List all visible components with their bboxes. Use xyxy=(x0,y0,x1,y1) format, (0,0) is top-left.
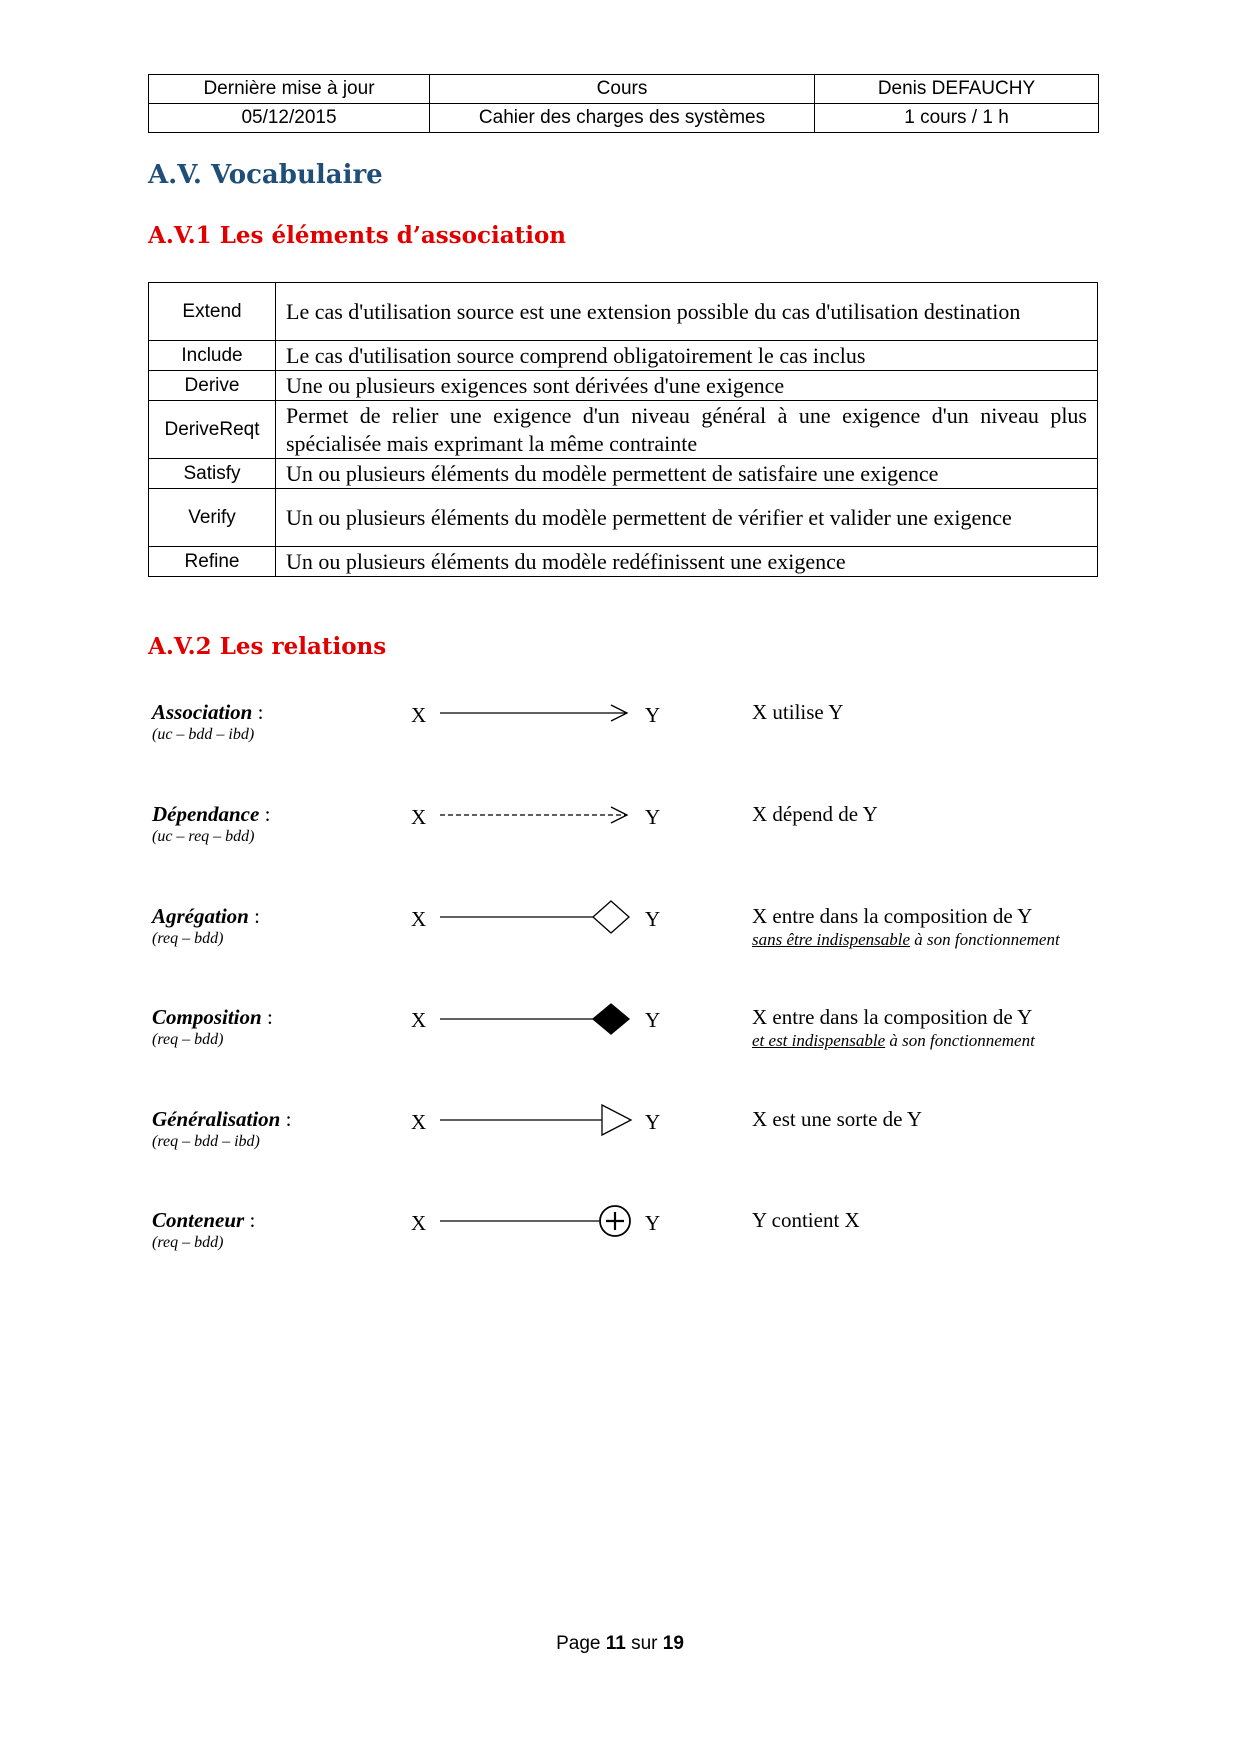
relation-diagrams: (req – bdd) xyxy=(152,1234,224,1251)
relation-target-label: Y xyxy=(645,703,661,727)
relation-note-emphasis: et est indispensable xyxy=(752,1031,886,1050)
association-key: Derive xyxy=(149,371,276,401)
relation-source-label: X xyxy=(411,1110,427,1134)
subsection-title-relations: A.V.2 Les relations xyxy=(148,633,387,660)
relation-colon: : xyxy=(248,904,260,928)
relation-meaning: X utilise Y xyxy=(752,700,844,724)
relation-diagrams: (uc – req – bdd) xyxy=(152,828,255,845)
relation-composition xyxy=(0,1005,1240,1085)
relation-dependance xyxy=(0,802,1240,882)
relation-name-wrap xyxy=(152,1208,255,1233)
association-desc: Un ou plusieurs éléments du modèle permettent de satisfaire une exigence xyxy=(276,459,1098,489)
section-title: A.V. Vocabulaire xyxy=(148,160,383,190)
hollow-triangle-icon xyxy=(435,1104,635,1140)
hollow-diamond-icon xyxy=(435,899,635,935)
header-cell: 1 cours / 1 h xyxy=(815,104,1099,133)
relation-agregation xyxy=(0,904,1240,984)
relation-source-label: X xyxy=(411,703,427,727)
relation-source-label: X xyxy=(411,1211,427,1235)
header-cell: Dernière mise à jour xyxy=(149,75,430,104)
relation-name: Dépendance xyxy=(152,802,260,826)
relation-name-wrap xyxy=(152,1005,273,1030)
relation-source-label: X xyxy=(411,907,427,931)
relation-target-label: Y xyxy=(645,907,661,931)
association-key: Include xyxy=(149,341,276,371)
table-row xyxy=(149,341,1098,371)
relation-colon: : xyxy=(261,1005,273,1029)
relation-name: Agrégation xyxy=(152,904,249,928)
header-row-1 xyxy=(149,75,1099,104)
relation-colon: : xyxy=(280,1107,292,1131)
association-desc: Le cas d'utilisation source est une extension possible du cas d'utilisation destination xyxy=(276,283,1098,341)
association-key: DeriveReqt xyxy=(149,401,276,459)
relation-association xyxy=(0,700,1240,780)
association-desc: Permet de relier une exigence d'un niveau général à une exigence d'un niveau plus spécialisée mais exprimant la même contrainte xyxy=(276,401,1098,459)
relation-name: Généralisation xyxy=(152,1107,281,1131)
header-cell: 05/12/2015 xyxy=(149,104,430,133)
table-row xyxy=(149,283,1098,341)
dashed-arrow-icon xyxy=(435,802,635,828)
relation-meaning: Y contient X xyxy=(752,1208,860,1232)
subsection-title-association: A.V.1 Les éléments d’association xyxy=(148,222,567,249)
header-cell: Cahier des charges des systèmes xyxy=(430,104,815,133)
footer-prefix: Page xyxy=(556,1633,606,1654)
relation-name: Association xyxy=(152,700,253,724)
relation-colon: : xyxy=(259,802,271,826)
footer-middle: sur xyxy=(625,1633,663,1654)
open-arrow-icon xyxy=(435,700,635,726)
relation-diagrams: (req – bdd) xyxy=(152,930,224,947)
association-desc: Un ou plusieurs éléments du modèle permettent de vérifier et valider une exigence xyxy=(276,489,1098,547)
relation-name: Conteneur xyxy=(152,1208,245,1232)
header-cell: Cours xyxy=(430,75,815,104)
table-row xyxy=(149,489,1098,547)
relation-target-label: Y xyxy=(645,805,661,829)
relation-source-label: X xyxy=(411,1008,427,1032)
footer-total-pages: 19 xyxy=(662,1633,684,1654)
relation-name: Composition xyxy=(152,1005,262,1029)
relation-name-wrap xyxy=(152,1107,291,1132)
relation-generalisation xyxy=(0,1107,1240,1187)
relation-meaning: X entre dans la composition de Y xyxy=(752,1005,1033,1029)
relation-name-wrap xyxy=(152,700,263,725)
relation-note-rest: à son fonctionnement xyxy=(910,930,1060,949)
header-cell: Denis DEFAUCHY xyxy=(815,75,1099,104)
relation-conteneur xyxy=(0,1208,1240,1288)
relation-meaning: X dépend de Y xyxy=(752,802,878,826)
circle-plus-icon xyxy=(435,1204,635,1240)
relation-target-label: Y xyxy=(645,1211,661,1235)
association-key: Extend xyxy=(149,283,276,341)
association-desc: Une ou plusieurs exigences sont dérivées d'une exigence xyxy=(276,371,1098,401)
table-row xyxy=(149,459,1098,489)
relation-name-wrap xyxy=(152,802,270,827)
association-key: Satisfy xyxy=(149,459,276,489)
table-row xyxy=(149,401,1098,459)
header-table xyxy=(148,74,1099,133)
relation-diagrams: (req – bdd – ibd) xyxy=(152,1133,260,1150)
association-key: Refine xyxy=(149,547,276,577)
table-row xyxy=(149,547,1098,577)
relation-note-rest: à son fonctionnement xyxy=(885,1031,1035,1050)
relation-note xyxy=(752,930,1060,950)
table-row xyxy=(149,371,1098,401)
relation-meaning: X entre dans la composition de Y xyxy=(752,904,1033,928)
footer-current-page: 11 xyxy=(605,1633,626,1654)
relation-diagrams: (uc – bdd – ibd) xyxy=(152,726,255,743)
association-desc: Le cas d'utilisation source comprend obligatoirement le cas inclus xyxy=(276,341,1098,371)
relation-target-label: Y xyxy=(645,1008,661,1032)
association-key: Verify xyxy=(149,489,276,547)
relation-colon: : xyxy=(252,700,264,724)
header-row-2 xyxy=(149,104,1099,133)
relation-diagrams: (req – bdd) xyxy=(152,1031,224,1048)
filled-diamond-icon xyxy=(435,1003,635,1039)
relation-note-emphasis: sans être indispensable xyxy=(752,930,911,949)
association-desc: Un ou plusieurs éléments du modèle redéfinissent une exigence xyxy=(276,547,1098,577)
relation-name-wrap xyxy=(152,904,260,929)
relation-target-label: Y xyxy=(645,1110,661,1134)
relation-note xyxy=(752,1031,1035,1051)
association-table xyxy=(148,282,1098,577)
relation-colon: : xyxy=(244,1208,256,1232)
page-footer xyxy=(0,1633,1240,1655)
relation-source-label: X xyxy=(411,805,427,829)
relation-meaning: X est une sorte de Y xyxy=(752,1107,923,1131)
